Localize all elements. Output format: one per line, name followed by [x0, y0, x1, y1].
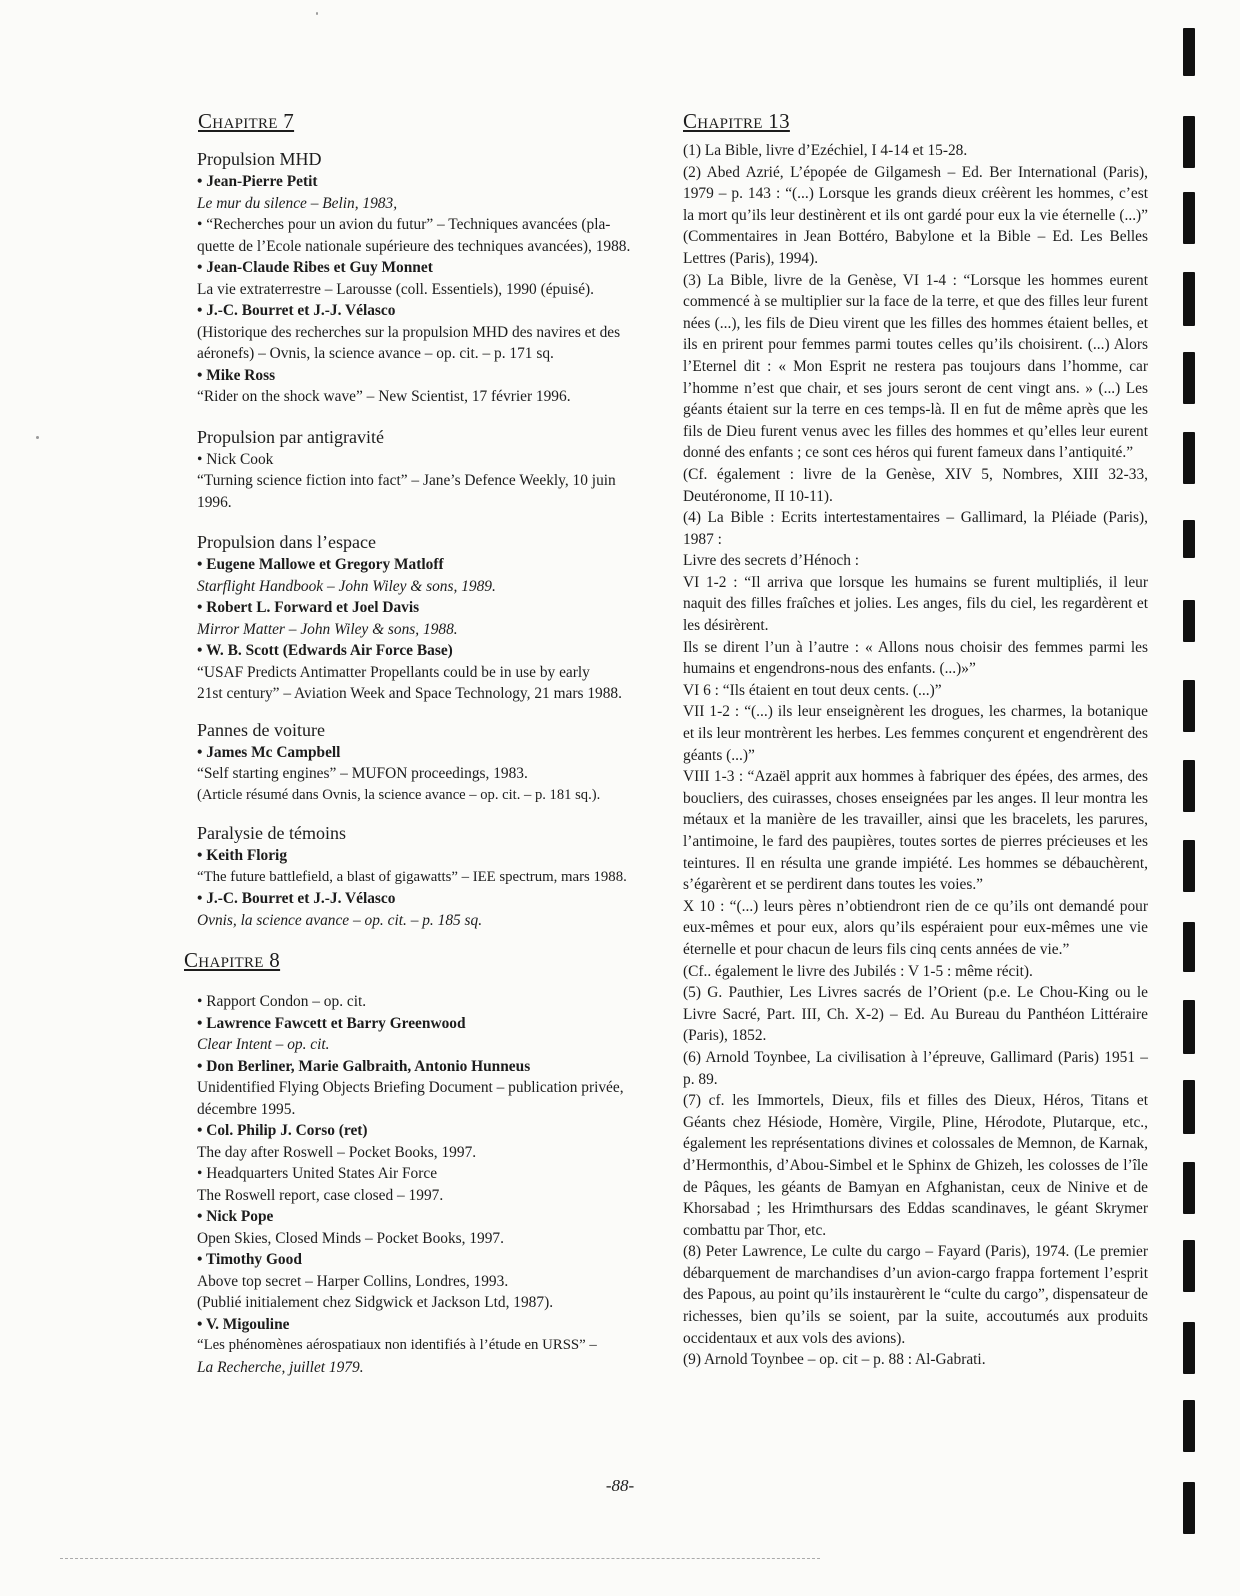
page-number: -88- — [605, 1476, 635, 1495]
ref-line: • Nick Cook — [197, 450, 274, 468]
section-antigravity — [197, 426, 654, 514]
section-car-failures — [197, 719, 654, 807]
ref-line: • Don Berliner, Marie Galbraith, Antonio Hunneus — [197, 1057, 531, 1075]
scan-edge-line — [60, 1558, 820, 1560]
note-3-cf: (Cf. également : livre de la Genèse, XIV 5, Nombres, XIII 32-33, Deutéronome, II 10-11). — [683, 465, 1148, 505]
ref-line: • J.-C. Bourret et J.-J. Vélasco — [197, 890, 396, 907]
binding-mark — [1183, 1162, 1195, 1214]
ref-line: • Nick Pope — [197, 1208, 274, 1225]
note-4-cf: (Cf.. également le livre des Jubilés : V 1-5 : même récit). — [683, 962, 1033, 980]
binding-mark — [1183, 432, 1195, 484]
section-title: Propulsion MHD — [197, 149, 322, 169]
note-4-quote: Ils se dirent l’un à l’autre : « Allons nous choisir des femmes parmi les humains et engendrons-nous des enfants. (...)»” — [683, 638, 1148, 678]
ref-line: Mirror Matter – John Wiley & sons, 1988. — [197, 620, 458, 638]
ref-line: • Eugene Mallowe et Gregory Matloff — [197, 556, 444, 573]
ref-line: Open Skies, Closed Minds – Pocket Books, 1997. — [197, 1229, 504, 1247]
ref-line: Le mur du silence – Belin, 1983, — [197, 194, 398, 212]
ref-line: décembre 1995. — [197, 1100, 296, 1118]
ref-line: • J.-C. Bourret et J.-J. Vélasco — [197, 302, 396, 319]
ref-line: Starflight Handbook – John Wiley & sons, 1989. — [197, 577, 496, 595]
binding-mark — [1183, 1080, 1195, 1134]
binding-mark — [1183, 1000, 1195, 1054]
left-column — [184, 108, 654, 1388]
section-title: Paralysie de témoins — [197, 823, 346, 843]
binding-mark — [1183, 840, 1195, 892]
binding-mark — [1183, 1482, 1195, 1534]
binding-mark — [1183, 116, 1195, 168]
binding-mark — [1183, 192, 1195, 244]
ref-line: • Lawrence Fawcett et Barry Greenwood — [197, 1014, 466, 1032]
section-title: Propulsion dans l’espace — [197, 532, 376, 552]
note-4-henoch: Livre des secrets d’Hénoch : — [683, 552, 860, 570]
ref-line: (Article résumé dans Ovnis, la science avance – op. cit. – p. 181 sq.). — [197, 786, 601, 803]
ref-line: “Rider on the shock wave” – New Scientist, 17 février 1996. — [197, 388, 571, 405]
binding-mark — [1183, 520, 1195, 558]
binding-mark — [1183, 1322, 1195, 1374]
ref-line: • Mike Ross — [197, 366, 276, 384]
section-title: Pannes de voiture — [197, 719, 325, 740]
ref-line: aéronefs) – Ovnis, la science avance – op. cit. – p. 171 sq. — [197, 345, 554, 362]
ref-line: (Publié initialement chez Sidgwick et Jackson Ltd, 1987). — [197, 1294, 554, 1311]
binding-mark — [1183, 760, 1195, 812]
right-column — [683, 108, 1148, 1371]
ref-line: “USAF Predicts Antimatter Propellants could be in use by early — [197, 663, 590, 681]
note-8: (8) Peter Lawrence, Le culte du cargo – Fayard (Paris), 1974. (Le premier débarquement de marchandises d’un avion-cargo frappa fortement l’esprit des Papous, au point qu’ils instaurèrent le “culte du cargo”, dispensateur de richesses, bien qu’ils se soient, par la suite, accoutumés aux produits occidentaux et aux vols des avions). — [683, 1243, 1148, 1347]
ref-line: “Self starting engines” – MUFON proceedings, 1983. — [197, 765, 528, 782]
note-9: (9) Arnold Toynbee – op. cit – p. 88 : Al-Gabrati. — [683, 1351, 986, 1369]
ref-line: “Turning science fiction into fact” – Jane’s Defence Weekly, 10 juin — [197, 472, 616, 489]
ref-line: (Historique des recherches sur la propulsion MHD des navires et des — [197, 323, 621, 341]
ref-line: quette de l’Ecole nationale supérieure des techniques avancées), 1988. — [197, 237, 631, 255]
binding-mark — [1183, 1400, 1195, 1452]
note-2: (2) Abed Azrié, L’épopée de Gilgamesh – Ed. Ber International (Paris), 1979 – p. 143 : “(...) Lorsque les grands dieux créèrent les hommes, c’est la mort qu’ils leur destinèrent et ils ont gardé pour eux la vie éternelle (...)” (Commentaires in Jean Bottéro, Babylone et la Bible – Ed. Les Belles Lettres (Paris), 1994). — [683, 163, 1148, 267]
note-3: (3) La Bible, livre de la Genèse, VI 1-4 : “Lorsque les hommes eurent commencé à se multiplier sur la face de la terre, et que des filles leur furent nées (...), les fils de Dieu virent que les filles des hommes étaient belles, et ils en prirent pour femmes parmi toutes celles qu’ils choisirent. (...) Alors l’Eternel dit : « Mon Esprit ne restera pas toujours dans l’homme, car l’homme n’est que chair, et ses jours seront de cent vingt ans. » (...) Les géants étaient sur la terre en ces temps-là. Il en fut de même après que les fils de Dieu furent venus avec les filles des hommes et qu’elles leur eurent donné des enfants ; ce sont ces héros qui furent fameux dans l’antiquité.” — [683, 271, 1148, 462]
note-4-vii: VII 1-2 : “(...) ils leur enseignèrent les drogues, les charmes, la botanique et ils leur montrèrent les herbes. Les femmes conçurent et engendrèrent des géants (...)” — [683, 703, 1148, 764]
chapter-8-heading: Chapitre 8 — [184, 948, 281, 972]
ref-line: The Roswell report, case closed – 1997. — [197, 1186, 444, 1204]
binding-mark — [1183, 272, 1195, 326]
scan-speck — [316, 12, 318, 15]
binding-mark — [1183, 28, 1195, 76]
ref-line: Above top secret – Harper Collins, Londres, 1993. — [197, 1272, 509, 1290]
section-space-propulsion — [197, 531, 654, 705]
binding-mark — [1183, 922, 1195, 972]
note-4: (4) La Bible : Ecrits intertestamentaires – Gallimard, la Pléiade (Paris), 1987 : — [683, 509, 1148, 548]
ref-line: La vie extraterrestre – Larousse (coll. Essentiels), 1990 (épuisé). — [197, 280, 595, 298]
binding-mark — [1183, 1240, 1195, 1292]
ref-line: • “Recherches pour un avion du futur” – Techniques avancées (pla- — [197, 216, 611, 233]
ref-line: • Jean-Pierre Petit — [197, 173, 318, 190]
note-4-viii: VIII 1-3 : “Azaël apprit aux hommes à fabriquer des épées, des armes, des boucliers, des cuirasses, choses enseignées par les anges. Il leur montra les métaux et la manière de les travailler, ainsi que les bracelets, les parures, l’antimoine, le fard des paupières, toutes sortes de pierres précieuses et les teintures. Il en résulta une grande impiété. Les hommes se débauchèrent, s’égarèrent et se perdirent dans toutes les voies.” — [683, 768, 1148, 894]
ref-line: “Les phénomènes aérospatiaux non identifiés à l’étude en URSS” – — [197, 1337, 597, 1353]
section-witness-paralysis — [197, 822, 654, 931]
ref-line: • Rapport Condon – op. cit. — [197, 993, 367, 1010]
scan-speck — [36, 436, 39, 439]
ref-line: • Keith Florig — [197, 847, 288, 864]
note-5: (5) G. Pauthier, Les Livres sacrés de l’Orient (p.e. Le Chou-King ou le Livre Sacré, Part. III, Ch. X-2) – Ed. Au Bureau du Panthéon Littéraire (Paris), 1852. — [683, 984, 1148, 1045]
ref-line: • Robert L. Forward et Joel Davis — [197, 599, 420, 616]
chapter-13-heading: Chapitre 13 — [683, 109, 790, 133]
ref-line: 21st century” – Aviation Week and Space Technology, 21 mars 1988. — [197, 685, 622, 702]
note-7: (7) cf. les Immortels, Dieux, fils et filles des Dieux, Héros, Titans et Géants chez Hésiode, Homère, Virgile, Pline, Hérodote, Plutarque, etc., également les représentations divines et colossales de Memnon, de Karnak, d’Hermonthis, d’Abou-Simbel et le Sphinx de Ghizeh, les colosses de l’île de Pâques, les géants de Bamyan en Afghanistan, ceux de Ninive et de Khorsabad ; les Hrimthursars des Eddas scandinaves, le géant Skrymer combattu par Thor, etc. — [683, 1092, 1148, 1239]
section-title: Propulsion par antigravité — [197, 426, 384, 447]
ref-line: The day after Roswell – Pocket Books, 1997. — [197, 1143, 477, 1161]
ref-line: “The future battlefield, a blast of gigawatts” – IEE spectrum, mars 1988. — [197, 868, 627, 885]
section-chapter-8-refs — [197, 991, 654, 1378]
binding-mark — [1183, 600, 1195, 642]
ref-line: • James Mc Campbell — [197, 743, 341, 761]
ref-line: • W. B. Scott (Edwards Air Force Base) — [197, 642, 453, 659]
ref-line: • Headquarters United States Air Force — [197, 1165, 438, 1182]
section-propulsion-mhd — [197, 148, 654, 408]
note-4-x: X 10 : “(...) leurs pères n’obtiendront rien de ce qu’ils ont demandé pour eux-mêmes et pour eux, alors qu’ils espéraient pour eux-mêmes une vie éternelle et pour chacun de leurs fils cinq cents années de vie.” — [683, 897, 1148, 958]
chapter-7-heading: Chapitre 7 — [198, 109, 295, 133]
ref-line: Unidentified Flying Objects Briefing Document – publication privée, — [197, 1079, 624, 1096]
ref-line: • V. Migouline — [197, 1315, 290, 1333]
ref-line: • Timothy Good — [197, 1251, 302, 1268]
ref-line: La Recherche, juillet 1979. — [197, 1358, 364, 1376]
note-1: (1) La Bible, livre d’Ezéchiel, I 4-14 et 15-28. — [683, 142, 968, 159]
ref-line: • Col. Philip J. Corso (ret) — [197, 1122, 368, 1139]
note-6: (6) Arnold Toynbee, La civilisation à l’épreuve, Gallimard (Paris) 1951 – p. 89. — [683, 1048, 1148, 1088]
note-4-vi-6: VI 6 : “Ils étaient en tout deux cents. (...)” — [683, 681, 942, 699]
note-4-vi-1-2: VI 1-2 : “Il arriva que lorsque les humains se furent multipliés, il leur naquit des filles fraîches et jolies. Les anges, fils du ciel, les regardèrent et les désirèrent. — [683, 573, 1148, 635]
ref-line: 1996. — [197, 493, 232, 511]
binding-mark — [1183, 352, 1195, 404]
binding-mark — [1183, 680, 1195, 732]
ref-line: Ovnis, la science avance – op. cit. – p. 185 sq. — [197, 911, 483, 929]
ref-line: • Jean-Claude Ribes et Guy Monnet — [197, 259, 433, 276]
ref-line: Clear Intent – op. cit. — [197, 1036, 330, 1053]
